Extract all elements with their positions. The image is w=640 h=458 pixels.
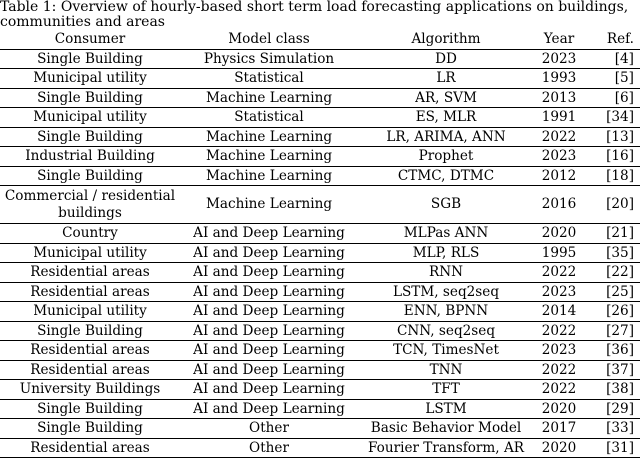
cell-model-class: AI and Deep Learning xyxy=(193,342,345,358)
cell-model-class: AI and Deep Learning xyxy=(193,381,345,397)
cell-algorithm: ENN, BPNN xyxy=(403,303,489,319)
column-header-consumer: Consumer xyxy=(54,31,126,47)
cell-ref: [38] xyxy=(606,381,634,397)
cell-algorithm: TNN xyxy=(429,361,463,378)
table-row xyxy=(0,127,640,147)
cell-year: 2023 xyxy=(541,50,577,67)
cell-algorithm: RNN xyxy=(428,264,464,280)
cell-algorithm: LSTM, seq2seq xyxy=(392,283,500,300)
table-row xyxy=(0,282,640,302)
cell-ref: [13] xyxy=(606,128,634,145)
cell-algorithm: TCN, TimesNet xyxy=(393,342,499,358)
cell-year: 2014 xyxy=(541,303,577,319)
cell-year: 2020 xyxy=(541,400,577,417)
cell-year: 2020 xyxy=(541,439,577,456)
cell-consumer: Single Building xyxy=(37,89,143,106)
load-forecasting-table xyxy=(0,30,640,458)
cell-consumer: University Buildings xyxy=(19,381,161,397)
caption-line-1: Table 1: Overview of hourly-based short term load forecasting applications on buildings, xyxy=(0,0,629,15)
cell-consumer: Country xyxy=(62,225,118,241)
table-row xyxy=(0,49,640,69)
cell-model-class: AI and Deep Learning xyxy=(193,244,345,261)
cell-model-class: Machine Learning xyxy=(205,89,333,106)
cell-consumer: Residential areas xyxy=(30,439,150,456)
cell-model-class: AI and Deep Learning xyxy=(193,361,345,378)
cell-algorithm: SGB xyxy=(430,196,462,212)
cell-ref: [20] xyxy=(606,196,634,212)
cell-model-class: AI and Deep Learning xyxy=(193,264,345,280)
table-body xyxy=(0,49,640,458)
column-header-algorithm: Algorithm xyxy=(411,31,481,47)
cell-consumer: Commercial / residential buildings xyxy=(4,187,176,221)
cell-algorithm: LR xyxy=(436,70,456,86)
table-row xyxy=(0,419,640,439)
cell-ref: [26] xyxy=(606,303,634,319)
cell-year: 2022 xyxy=(541,264,577,280)
cell-ref: [34] xyxy=(606,109,634,125)
cell-ref: [31] xyxy=(606,439,634,456)
cell-ref: [18] xyxy=(606,167,634,184)
cell-algorithm: ES, MLR xyxy=(415,109,477,125)
cell-algorithm: Prophet xyxy=(418,148,474,164)
cell-algorithm: MLPas ANN xyxy=(403,225,489,241)
cell-ref: [4] xyxy=(614,50,634,67)
cell-model-class: Other xyxy=(249,439,289,456)
table-row xyxy=(0,147,640,167)
cell-year: 1991 xyxy=(541,109,577,125)
cell-model-class: AI and Deep Learning xyxy=(193,400,345,417)
cell-algorithm: AR, SVM xyxy=(415,89,477,106)
cell-ref: [35] xyxy=(606,244,634,261)
cell-algorithm: LSTM xyxy=(425,400,467,417)
cell-ref: [33] xyxy=(606,420,634,436)
cell-ref: [37] xyxy=(606,361,634,378)
cell-ref: [22] xyxy=(606,264,634,280)
column-header-model-class: Model class xyxy=(228,31,310,47)
table-row xyxy=(0,380,640,400)
cell-year: 2023 xyxy=(541,342,577,358)
cell-ref: [29] xyxy=(606,400,634,417)
cell-year: 2022 xyxy=(541,381,577,397)
cell-consumer: Single Building xyxy=(37,50,143,67)
cell-year: 2017 xyxy=(541,420,577,436)
cell-consumer: Residential areas xyxy=(30,283,150,300)
table-row xyxy=(0,399,640,419)
cell-ref: [5] xyxy=(614,70,634,86)
cell-ref: [21] xyxy=(606,225,634,241)
cell-consumer: Residential areas xyxy=(30,342,150,358)
cell-year: 2022 xyxy=(541,128,577,145)
cell-model-class: AI and Deep Learning xyxy=(193,225,345,241)
cell-consumer: Municipal utility xyxy=(33,244,147,261)
table-row xyxy=(0,321,640,341)
cell-model-class: AI and Deep Learning xyxy=(193,303,345,319)
cell-year: 2012 xyxy=(541,167,577,184)
column-header-ref: Ref. xyxy=(606,31,634,47)
table-row xyxy=(0,263,640,283)
cell-model-class: Machine Learning xyxy=(205,128,333,145)
cell-model-class: AI and Deep Learning xyxy=(193,283,345,300)
cell-ref: [27] xyxy=(606,322,634,339)
cell-algorithm: MLP, RLS xyxy=(412,244,480,261)
table-row xyxy=(0,166,640,186)
cell-consumer: Single Building xyxy=(37,322,143,339)
cell-algorithm: CNN, seq2seq xyxy=(396,322,496,339)
caption-line-2: communities and areas xyxy=(0,14,165,30)
cell-algorithm: CTMC, DTMC xyxy=(397,167,495,184)
cell-consumer: Residential areas xyxy=(30,361,150,378)
cell-ref: [25] xyxy=(606,283,634,300)
table-row xyxy=(0,69,640,89)
cell-ref: [36] xyxy=(606,342,634,358)
cell-year: 1993 xyxy=(541,70,577,86)
cell-model-class: Machine Learning xyxy=(205,167,333,184)
cell-consumer: Single Building xyxy=(37,400,143,417)
table-row xyxy=(0,243,640,263)
table-row xyxy=(0,438,640,458)
cell-consumer: Residential areas xyxy=(30,264,150,280)
cell-year: 2022 xyxy=(541,322,577,339)
cell-model-class: Physics Simulation xyxy=(203,50,335,67)
cell-model-class: AI and Deep Learning xyxy=(193,322,345,339)
cell-year: 2016 xyxy=(541,196,577,212)
cell-algorithm: DD xyxy=(435,50,457,67)
cell-algorithm: Fourier Transform, AR xyxy=(367,439,525,456)
cell-year: 2020 xyxy=(541,225,577,241)
cell-algorithm: Basic Behavior Model xyxy=(370,420,522,436)
table-row xyxy=(0,186,640,224)
cell-year: 2013 xyxy=(541,89,577,106)
cell-model-class: Machine Learning xyxy=(205,148,333,164)
table-caption xyxy=(0,0,640,30)
table-row xyxy=(0,108,640,128)
table-header-row xyxy=(0,30,640,49)
cell-consumer: Single Building xyxy=(37,128,143,145)
table-row xyxy=(0,360,640,380)
cell-model-class: Machine Learning xyxy=(205,196,333,212)
cell-consumer: Single Building xyxy=(37,420,143,436)
cell-consumer: Municipal utility xyxy=(33,303,147,319)
cell-consumer: Municipal utility xyxy=(33,109,147,125)
cell-ref: [16] xyxy=(606,148,634,164)
cell-algorithm: LR, ARIMA, ANN xyxy=(386,128,506,145)
cell-year: 2022 xyxy=(541,361,577,378)
cell-model-class: Other xyxy=(249,420,289,436)
table-row xyxy=(0,302,640,322)
cell-year: 1995 xyxy=(541,244,577,261)
column-header-year: Year xyxy=(543,31,575,47)
cell-model-class: Statistical xyxy=(234,109,304,125)
cell-consumer: Single Building xyxy=(37,167,143,184)
table-row xyxy=(0,88,640,108)
cell-consumer: Industrial Building xyxy=(25,148,155,164)
cell-model-class: Statistical xyxy=(234,70,304,86)
table-row xyxy=(0,224,640,244)
cell-year: 2023 xyxy=(541,283,577,300)
cell-consumer: Municipal utility xyxy=(33,70,147,86)
cell-ref: [6] xyxy=(614,89,634,106)
table-row xyxy=(0,341,640,361)
cell-algorithm: TFT xyxy=(432,381,460,397)
cell-year: 2023 xyxy=(541,148,577,164)
